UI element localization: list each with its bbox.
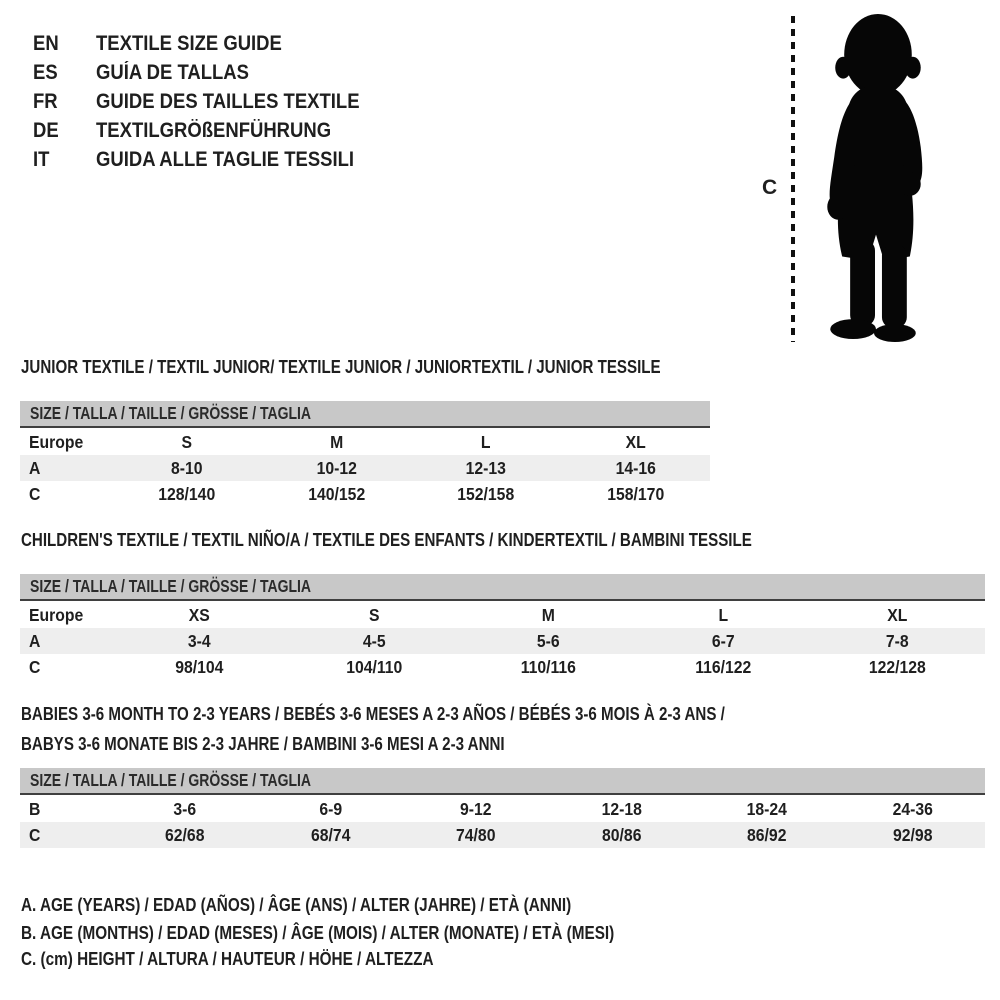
size-header-bar <box>20 768 985 795</box>
row-label: B <box>29 798 41 819</box>
size-header-bar <box>20 401 710 428</box>
language-row <box>33 88 395 117</box>
height-cell: 74/80 <box>456 824 496 845</box>
age-cell: 24-36 <box>892 798 933 819</box>
age-cell: 7-8 <box>886 630 910 651</box>
size-cell: XL <box>887 604 908 625</box>
age-cell: 3-6 <box>173 798 197 819</box>
table-row-a <box>20 628 985 654</box>
size-header-text: SIZE / TALLA / TAILLE / GRÖSSE / TAGLIA <box>30 403 312 423</box>
legend-line-c: C. (cm) HEIGHT / ALTURA / HAUTEUR / HÖHE / ALTEZZA <box>21 949 434 969</box>
babies-table-title-line2: BABYS 3-6 MONATE BIS 2-3 JAHRE / BAMBINI 3-6 MESI A 2-3 ANNI <box>21 734 505 754</box>
age-cell: 8-10 <box>170 457 203 478</box>
language-code: DE <box>33 118 59 142</box>
age-cell: 12-18 <box>601 798 642 819</box>
size-cell: S <box>368 604 380 625</box>
row-label: Europe <box>29 604 84 625</box>
age-cell: 4-5 <box>362 630 386 651</box>
height-cell: 62/68 <box>165 824 205 845</box>
toddler-silhouette-icon <box>800 8 950 346</box>
height-cell: 86/92 <box>747 824 787 845</box>
table-row-europe <box>20 602 985 628</box>
size-header-text: SIZE / TALLA / TAILLE / GRÖSSE / TAGLIA <box>30 576 312 596</box>
height-cell: 98/104 <box>175 656 224 677</box>
height-measure-dotted-line <box>791 16 795 342</box>
age-cell: 5-6 <box>537 630 560 651</box>
table-row-a <box>20 455 710 481</box>
table-row-c <box>20 654 985 680</box>
table-row-b <box>20 796 985 822</box>
language-row <box>33 145 395 174</box>
row-label: Europe <box>29 431 84 452</box>
height-cell: 68/74 <box>310 824 350 845</box>
language-row <box>33 116 395 145</box>
language-row <box>33 30 395 59</box>
height-cell: 116/122 <box>695 656 752 677</box>
guide-title: GUIDE DES TAILLES TEXTILE <box>96 89 360 113</box>
legend-line-b: B. AGE (MONTHS) / EDAD (MESES) / ÂGE (MOIS) / ALTER (MONATE) / ETÀ (MESI) <box>21 923 615 943</box>
age-cell: 9-12 <box>459 798 492 819</box>
height-measure-label: C <box>762 176 778 199</box>
guide-title: GUÍA DE TALLAS <box>96 61 249 85</box>
age-cell: 10-12 <box>316 457 357 478</box>
row-label: A <box>29 630 41 651</box>
age-cell: 14-16 <box>615 457 656 478</box>
table-row-c <box>20 822 985 848</box>
children-table-title: CHILDREN'S TEXTILE / TEXTIL NIÑO/A / TEXTILE DES ENFANTS / KINDERTEXTIL / BAMBINI TESSILE <box>21 530 752 550</box>
babies-table-title-line1: BABIES 3-6 MONTH TO 2-3 YEARS / BEBÉS 3-6 MESES A 2-3 AÑOS / BÉBÉS 3-6 MOIS À 2-3 ANS / <box>21 704 725 724</box>
row-label: C <box>29 824 41 845</box>
row-label: C <box>29 656 41 677</box>
height-cell: 128/140 <box>158 483 216 504</box>
height-cell: 110/116 <box>520 656 577 677</box>
junior-table-title: JUNIOR TEXTILE / TEXTIL JUNIOR/ TEXTILE JUNIOR / JUNIORTEXTIL / JUNIOR TESSILE <box>21 357 661 377</box>
guide-title: GUIDA ALLE TAGLIE TESSILI <box>96 147 355 171</box>
age-cell: 6-7 <box>711 630 735 651</box>
row-label: C <box>29 483 41 504</box>
height-cell: 158/170 <box>606 483 664 504</box>
age-cell: 3-4 <box>187 630 211 651</box>
height-cell: 122/128 <box>869 656 927 677</box>
guide-title: TEXTILGRÖßENFÜHRUNG <box>96 118 332 142</box>
row-label: A <box>29 457 41 478</box>
age-cell: 18-24 <box>746 798 787 819</box>
size-cell: S <box>181 431 193 452</box>
height-cell: 92/98 <box>892 824 932 845</box>
legend-line-a: A. AGE (YEARS) / EDAD (AÑOS) / ÂGE (ANS) / ALTER (JAHRE) / ETÀ (ANNI) <box>21 895 572 915</box>
size-cell: XL <box>625 431 646 452</box>
size-cell: M <box>329 431 343 452</box>
language-title-block <box>33 30 395 174</box>
guide-title: TEXTILE SIZE GUIDE <box>96 32 282 56</box>
language-code: IT <box>33 147 50 171</box>
language-row <box>33 59 395 88</box>
size-header-bar <box>20 574 985 601</box>
height-cell: 140/152 <box>307 483 365 504</box>
language-code: EN <box>33 32 59 56</box>
size-cell: L <box>480 431 491 452</box>
language-code: ES <box>33 61 58 85</box>
table-row-europe <box>20 429 710 455</box>
age-cell: 12-13 <box>465 457 506 478</box>
table-row-c <box>20 481 710 507</box>
height-cell: 104/110 <box>345 656 402 677</box>
size-cell: XS <box>188 604 210 625</box>
size-header-text: SIZE / TALLA / TAILLE / GRÖSSE / TAGLIA <box>30 770 312 790</box>
size-cell: L <box>718 604 728 625</box>
height-cell: 152/158 <box>457 483 515 504</box>
height-cell: 80/86 <box>601 824 641 845</box>
language-code: FR <box>33 89 58 113</box>
size-cell: M <box>541 604 556 625</box>
age-cell: 6-9 <box>318 798 342 819</box>
